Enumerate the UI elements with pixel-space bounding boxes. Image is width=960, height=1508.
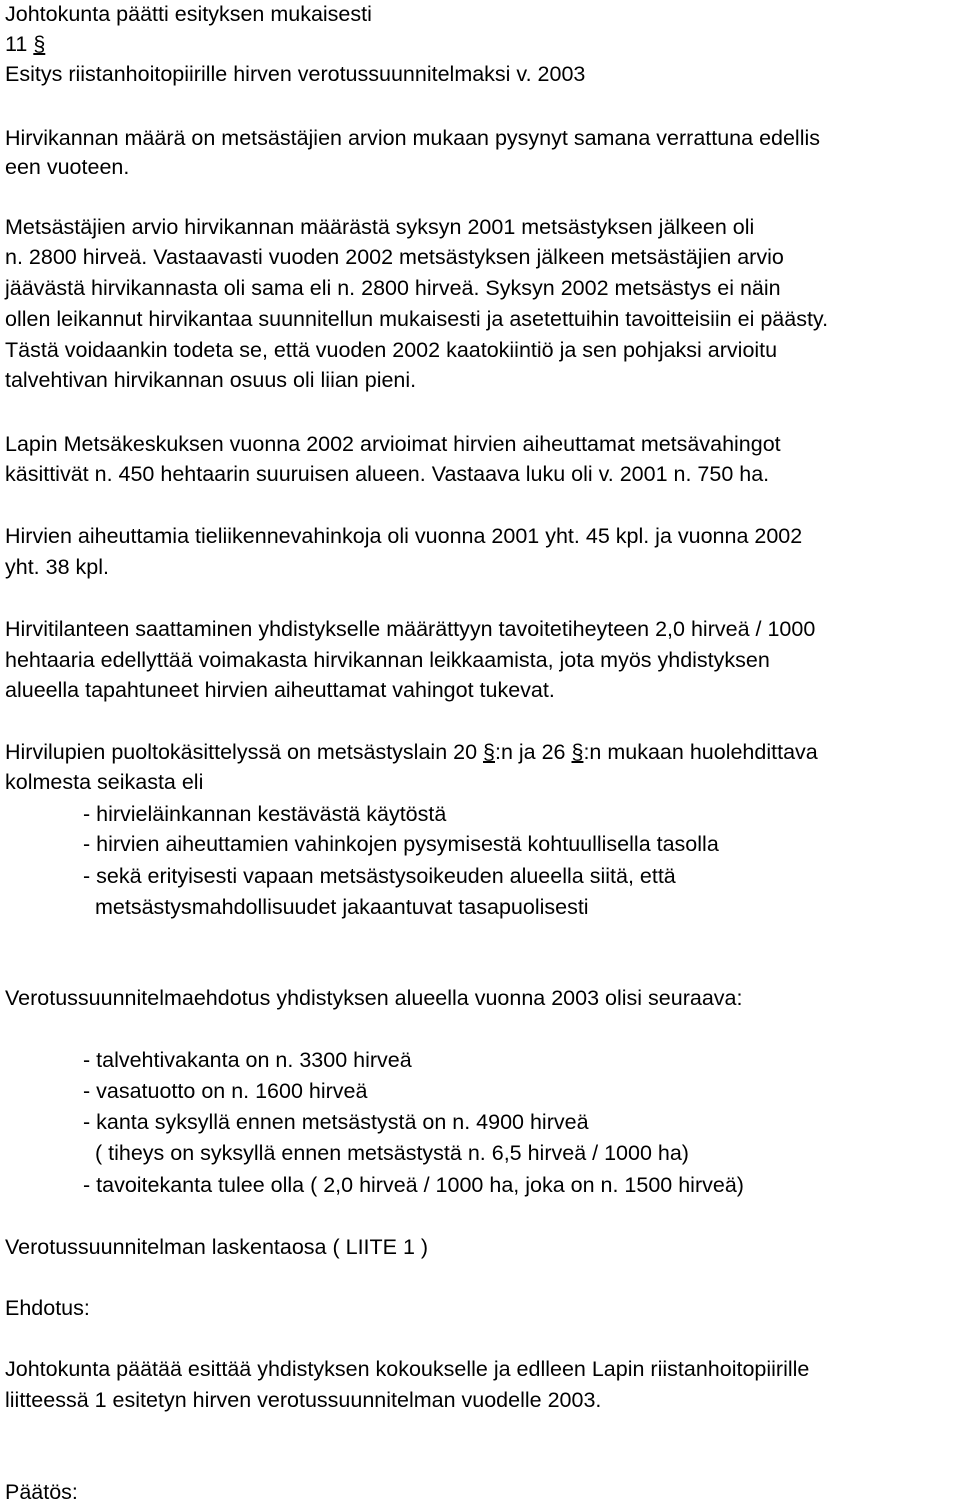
list-item-continuation: metsästysmahdollisuudet jakaantuvat tasapuolisesti bbox=[95, 895, 589, 919]
paragraph-line: talvehtivan hirvikannan osuus oli liian pieni. bbox=[5, 368, 417, 392]
list-item: - hirvien aiheuttamien vahinkojen pysymisestä kohtuullisella tasolla bbox=[83, 832, 719, 856]
paragraph-line: alueella tapahtuneet hirvien aiheuttamat vahingot tukevat. bbox=[5, 678, 555, 702]
paragraph-line: ollen leikannut hirvikantaa suunnitellun mukaisesti ja asetettuihin tavoitteisiin ei päästy. bbox=[5, 307, 829, 331]
list-item: - sekä erityisesti vapaan metsästysoikeuden alueella siitä, että bbox=[83, 864, 676, 888]
paragraph-line: Lapin Metsäkeskuksen vuonna 2002 arvioimat hirvien aiheuttamat metsävahingot bbox=[5, 432, 781, 456]
paragraph-line: hehtaaria edellyttää voimakasta hirvikannan leikkaamista, jota myös yhdistyksen bbox=[5, 648, 770, 672]
attachment-reference: Verotussuunnitelman laskentaosa ( LIITE 1 ) bbox=[5, 1235, 429, 1259]
list-item: - tavoitekanta tulee olla ( 2,0 hirveä / 1000 ha, joka on n. 1500 hirveä) bbox=[83, 1173, 744, 1197]
paragraph-line: jäävästä hirvikannasta oli sama eli n. 2800 hirveä. Syksyn 2002 metsästys ei näin bbox=[5, 276, 781, 300]
paragraph-line: een vuoteen. bbox=[5, 155, 130, 179]
text-fragment: :n ja 26 bbox=[494, 740, 572, 764]
paragraph-line: kolmesta seikasta eli bbox=[5, 770, 204, 794]
text-fragment: :n mukaan huolehdittava bbox=[583, 740, 818, 764]
list-item-note: ( tiheys on syksyllä ennen metsästystä n. 6,5 hirveä / 1000 ha) bbox=[95, 1141, 689, 1165]
list-item: - kanta syksyllä ennen metsästystä on n. 4900 hirveä bbox=[83, 1110, 589, 1134]
paragraph-line: liitteessä 1 esitetyn hirven verotussuunnitelman vuodelle 2003. bbox=[5, 1388, 602, 1412]
section-symbol: § bbox=[571, 740, 584, 764]
paragraph-line: Tästä voidaankin todeta se, että vuoden 2002 kaatokiintiö ja sen pohjaksi arvioitu bbox=[5, 338, 778, 362]
paragraph-line: Hirvien aiheuttamia tieliikennevahinkoja oli vuonna 2001 yht. 45 kpl. ja vuonna 2002 bbox=[5, 524, 803, 548]
list-item: - vasatuotto on n. 1600 hirveä bbox=[83, 1079, 368, 1103]
paragraph-line bbox=[5, 738, 818, 768]
paragraph-line: käsittivät n. 450 hehtaarin suuruisen alueen. Vastaava luku oli v. 2001 n. 750 ha. bbox=[5, 462, 770, 486]
section-symbol: § bbox=[483, 740, 495, 764]
list-item: - hirvieläinkannan kestävästä käytöstä bbox=[83, 802, 447, 826]
decision-label: Päätös: bbox=[5, 1480, 78, 1504]
paragraph-line: Hirvikannan määrä on metsästäjien arvion mukaan pysynyt samana verrattuna edellis bbox=[5, 126, 821, 150]
item-number bbox=[5, 30, 45, 60]
paragraph-line: Verotussuunnitelmaehdotus yhdistyksen alueella vuonna 2003 olisi seuraava: bbox=[5, 986, 743, 1010]
paragraph-line: Johtokunta päätää esittää yhdistyksen kokoukselle ja edlleen Lapin riistanhoitopiirille bbox=[5, 1357, 810, 1381]
paragraph-line: Hirvitilanteen saattaminen yhdistykselle määrättyyn tavoitetiheyteen 2,0 hirveä / 1000 bbox=[5, 617, 816, 641]
paragraph-line: Metsästäjien arvio hirvikannan määrästä syksyn 2001 metsästyksen jälkeen oli bbox=[5, 215, 755, 239]
item-title: Esitys riistanhoitopiirille hirven verotussuunnitelmaksi v. 2003 bbox=[5, 62, 586, 86]
decision-line: Johtokunta päätti esityksen mukaisesti bbox=[5, 2, 372, 26]
paragraph-line: n. 2800 hirveä. Vastaavasti vuoden 2002 metsästyksen jälkeen metsästäjien arvio bbox=[5, 245, 784, 269]
text-fragment: Hirvilupien puoltokäsittelyssä on metsästyslain 20 bbox=[5, 740, 484, 764]
list-item: - talvehtivakanta on n. 3300 hirveä bbox=[83, 1048, 412, 1072]
proposal-label: Ehdotus: bbox=[5, 1296, 90, 1320]
item-number-value: 11 bbox=[5, 32, 28, 56]
paragraph-line: yht. 38 kpl. bbox=[5, 555, 109, 579]
section-symbol: § bbox=[33, 32, 46, 56]
